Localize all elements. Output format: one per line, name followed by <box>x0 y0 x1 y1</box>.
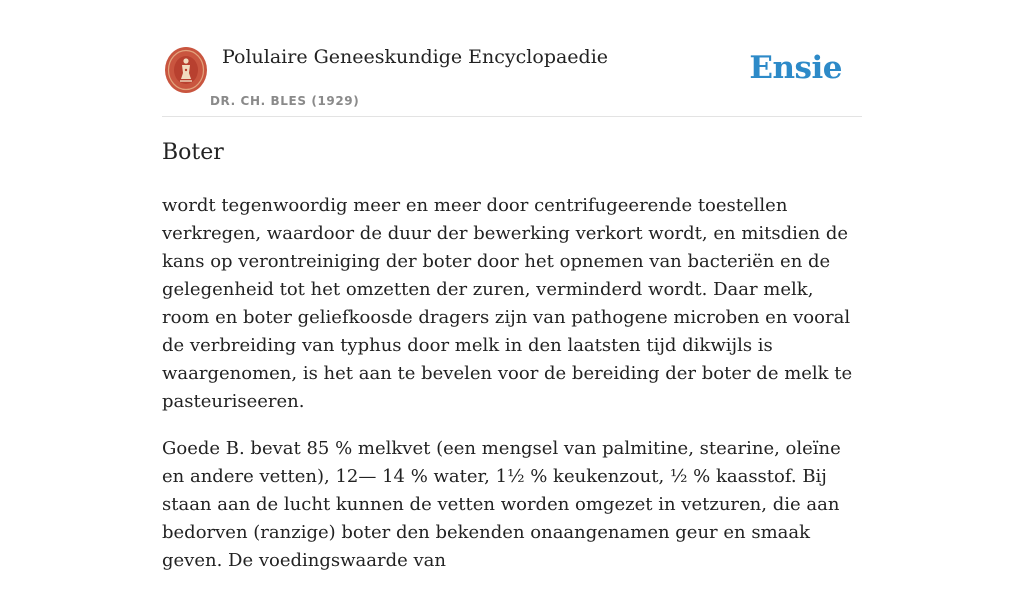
publication-title[interactable]: Polulaire Geneeskundige Encyclopaedie <box>222 46 609 68</box>
article-body <box>162 192 862 594</box>
header <box>162 44 862 117</box>
article-paragraph: Goede B. bevat 85 % melkvet (een mengsel van palmitine, stearine, oleïne en andere vetten), 12— 14 % water, 1½ % keukenzout, ½ % kaasstof. Bij staan aan de lucht kunnen de vetten worden omgezet in vetzuren, die aan bedorven (ranzige) boter den bekenden onaangenamen geur en smaak geven. De voedingswaarde van <box>162 438 841 571</box>
article-title: Boter <box>162 140 224 165</box>
brand-logo[interactable]: Ensie <box>749 50 842 86</box>
encyclopedia-crest-icon[interactable] <box>164 46 208 94</box>
article-paragraph: wordt tegenwoordig meer en meer door centrifugeerende toestellen verkregen, waardoor de duur der bewerking verkort wordt, en mitsdien de kans op verontreiniging der boter door het opnemen van bacteriën en de gelegenheid tot het omzetten der zuren, verminderd wordt. Daar melk, room en boter geliefkoosde dragers zijn van pathogene microben en vooral de verbreiding van typhus door melk in den laatsten tijd dikwijls is waargenomen, is het aan te bevelen voor de bereiding der boter de melk te pasteuriseeren. <box>162 195 853 412</box>
publication-author: DR. CH. BLES (1929) <box>210 94 360 108</box>
